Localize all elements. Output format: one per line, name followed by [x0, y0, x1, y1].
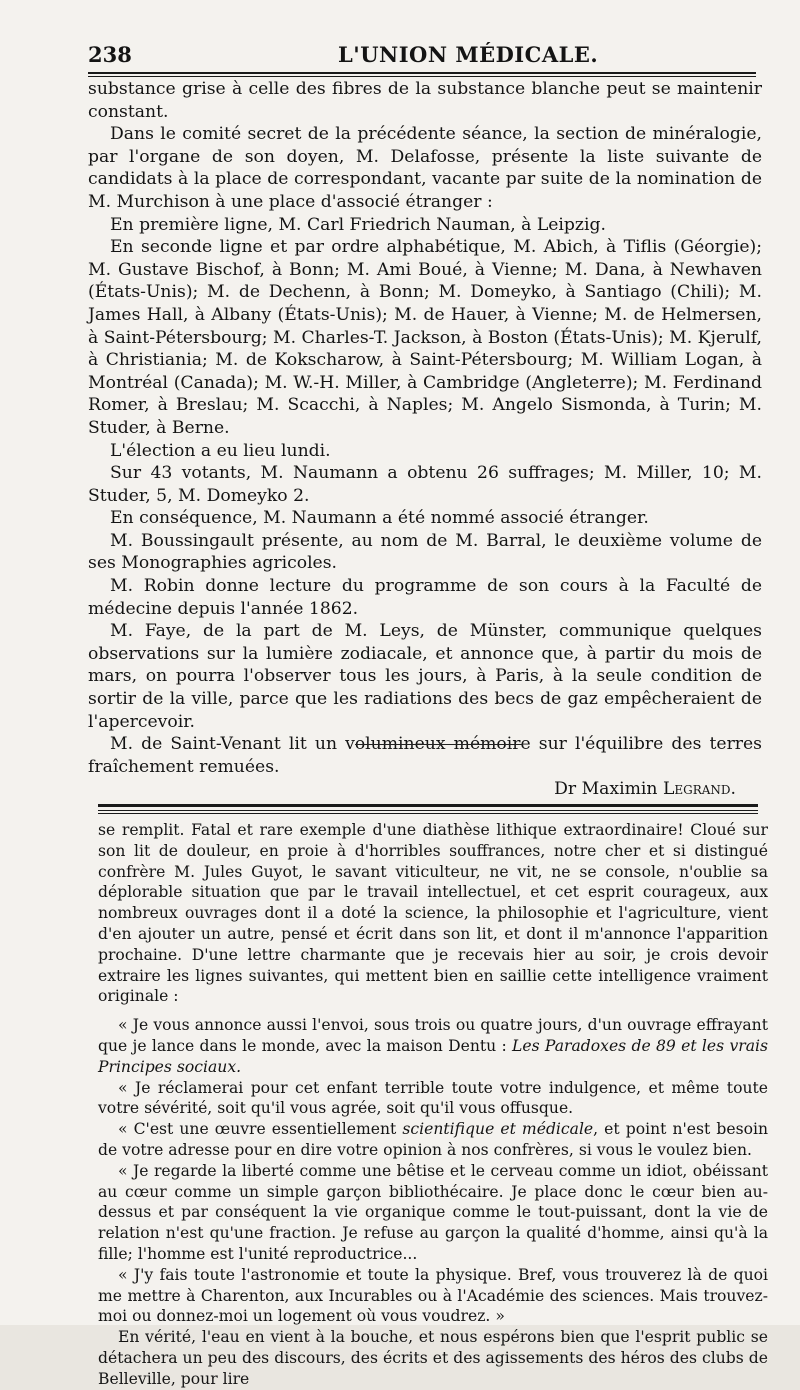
quote-text: « Je vous annonce aussi l'envoi, sous trois ou quatre jours, d'un ouvrage effrayant que je lance dans le monde, avec la maison Dentu :	[98, 1016, 768, 1055]
signature-prefix: Dr Maximin	[554, 779, 663, 800]
paragraph: En conséquence, M. Naumann a été nommé associé étranger.	[110, 508, 649, 529]
paragraph: L'élection a eu lieu lundi.	[110, 440, 331, 461]
paragraph: En seconde ligne et par ordre alphabétique, M. Abich, à Tiflis (Géorgie); M. Gustave Bischof, à Bonn; M. Ami Boué, à Vienne; M. Dana, à Newhaven (États-Unis); M. de Dechenn, à Bonn; M. Domeyko, à Santiago (Chili); M. James Hall, à Albany (États-Unis); M. de Hauer, à Vienne; M. de Helmersen, à Saint-Pétersbourg; M. Charles-T. Jackson, à Boston (États-Unis); M. Kjerulf, à Christiania; M. de Kokscharow, à Saint-Pétersbourg; M. William Logan, à Montréal (Canada); M. W.-H. Miller, à Cambridge (Angleterre); M. Ferdinand Romer, à Breslau; M. Scacchi, à Naples; M. Angelo Sismonda, à Turin; M. Studer, à Berne.	[88, 237, 763, 438]
feuilleton-rule-thin-2	[98, 813, 758, 814]
header-rule	[88, 72, 756, 74]
header-rule-thin	[88, 76, 756, 77]
paragraph: M. Boussingault présente, au nom de M. Barral, le deuxième volume de ses Monographies agricoles.	[88, 530, 762, 574]
page-number: 238	[88, 42, 132, 67]
feuilleton-column	[98, 820, 768, 1390]
signature-name: Legrand.	[662, 779, 736, 800]
paragraph: M. Robin donne lecture du programme de son cours à la Faculté de médecine depuis l'année 1862.	[88, 576, 762, 619]
paragraph: substance grise à celle des fibres de la substance blanche peut se maintenir constant.	[88, 79, 762, 122]
quote-paragraph: « Je réclamerai pour cet enfant terrible toute votre indulgence, et même toute votre sévérité, soit qu'il vous agrée, soit qu'il vous offusque.	[98, 1078, 768, 1118]
paragraph: M. de Saint-Venant lit un volumineux mémoire sur l'équilibre des terres fraîchement remuées.	[88, 734, 762, 777]
paragraph: En première ligne, M. Carl Friedrich Nauman, à Leipzig.	[110, 214, 606, 235]
main-column	[88, 78, 762, 801]
quote-text: , et point n'est besoin de votre adresse pour en dire votre opinion à nos confrères, si vous le voulez bien.	[98, 1120, 769, 1159]
quote-text: « C'est une œuvre essentiellement	[118, 1120, 403, 1139]
feuilleton-paragraph: se remplit. Fatal et rare exemple d'une diathèse lithique extraordinaire! Cloué sur son lit de douleur, en proie à d'horribles souffrances, notre cher et si distingué confrère M. Jules Guyot, le savant viticulteur, ne vit, ne se console, n'oublie sa déplorable situation que par le travail intellectuel, et cet esprit courageux, aux nombreux ouvrages dont il a doté la science, la philosophie et l'agriculture, vient d'en ajouter un autre, pensé et écrit dans son lit, et dont il m'annonce l'apparition prochaine. D'une lettre charmante que je recevais hier au soir, je crois devoir extraire les lignes suivantes, qui mettent bien en saillie cette intelligence vraiment originale :	[98, 821, 768, 1006]
paragraph: Dans le comité secret de la précédente séance, la section de minéralogie, par l'organe de son doyen, M. Delafosse, présente la liste suivante de candidats à la place de correspondant, vacante par suite de la nomination de M. Murchison à une place d'associé étranger :	[88, 124, 762, 212]
quote-paragraph: « Je regarde la liberté comme une bêtise et le cerveau comme un idiot, obéissant au cœur comme un simple garçon bibliothécaire. Je place donc le cœur bien au-dessus et par conséquent la vie organique comme le tout-puissant, dont la vie de relation n'est qu'une fraction. Je refuse au garçon la qualité d'homme, ainsi qu'à la fille; l'homme est l'unité reproductrice...	[98, 1161, 768, 1263]
paragraph: M. Faye, de la part de M. Leys, de Münster, communique quelques observations sur la lumière zodiacale, et annonce que, à partir du mois de mars, on pourra l'observer tous les jours, à Paris, à la seule condition de sortir de la ville, parce que les radiations des becs de gaz empêcheraient de l'apercevoir.	[88, 621, 762, 732]
quote-paragraph	[98, 1015, 768, 1077]
book-title: Les Paradoxes de 89 et les vrais Principes sociaux.	[98, 1036, 768, 1076]
running-title: L'UNION MÉDICALE.	[338, 42, 599, 67]
feuilleton-rule-thick	[98, 804, 758, 807]
quote-paragraph: « J'y fais toute l'astronomie et toute la physique. Bref, vous trouverez là de quoi me mettre à Charenton, aux Incurables ou à l'Académie des sciences. Mais trouvez-moi ou donnez-moi un logement où vous voudrez. »	[98, 1265, 768, 1326]
author-signature	[88, 778, 736, 801]
paragraph: Sur 43 votants, M. Naumann a obtenu 26 suffrages; M. Miller, 10; M. Studer, 5, M. Domeyko 2.	[88, 463, 762, 506]
page-header	[88, 40, 758, 70]
emphasis-text: scientifique et médicale	[402, 1120, 594, 1139]
feuilleton-rule-thin	[98, 810, 758, 811]
feuilleton-paragraph: En vérité, l'eau en vient à la bouche, et nous espérons bien que l'esprit public se détachera un peu des discours, des écrits et des agissements des héros des clubs de Belleville, pour lire	[98, 1328, 768, 1388]
section-divider	[355, 744, 523, 745]
quote-paragraph	[98, 1119, 768, 1161]
